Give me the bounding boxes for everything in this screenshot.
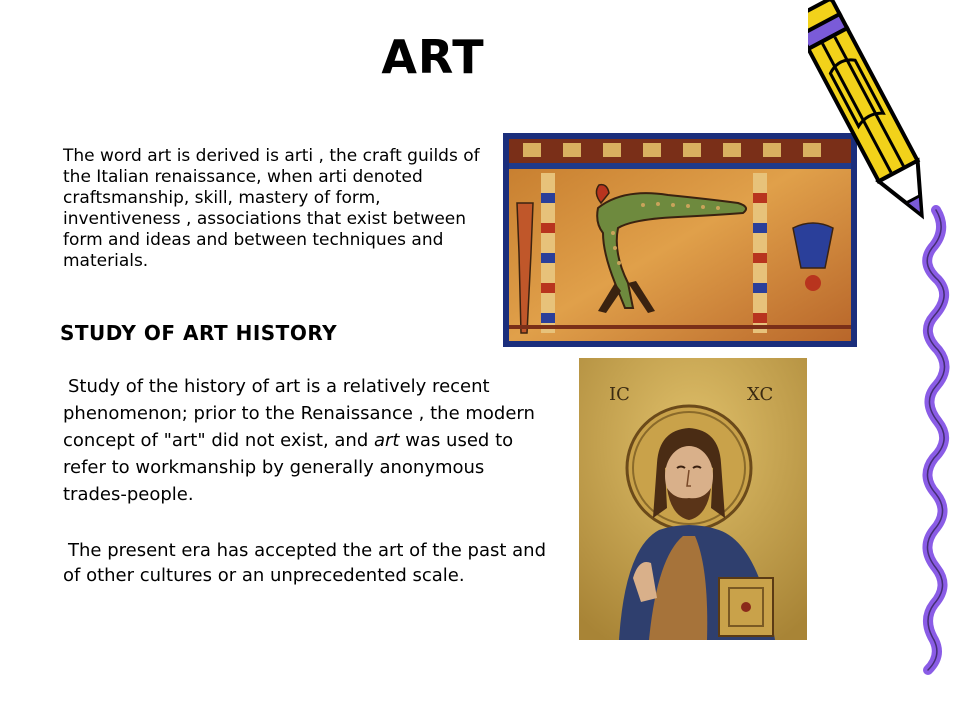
section-heading: STUDY OF ART HISTORY [60,321,338,345]
squiggle-decoration-icon [898,200,960,680]
byzantine-mosaic-image [579,358,807,640]
history-text-end: was used to refer to workmanship by generally anonymous trades-people. [63,430,514,505]
history-paragraph [63,373,553,508]
history-text-start: Study of the history of art is a relatively recent phenomenon; prior to the Renaissance , the modern concept of "art" did not exist, and [63,376,535,451]
egyptian-painting-svg [503,133,857,347]
byzantine-mosaic-svg [579,358,807,640]
slide-title: ART [381,30,485,84]
mosaic-inscription-left: IC [609,384,630,405]
present-era-paragraph: The present era has accepted the art of the past and of other cultures or an unprecedented scale. [63,540,546,586]
history-text-italic: art [373,430,400,451]
egyptian-painting-image [503,133,857,347]
mosaic-inscription-right: XC [747,384,774,405]
pencil-icon [808,0,960,232]
intro-paragraph: The word art is derived is arti , the craft guilds of the Italian renaissance, when arti denoted craftsmanship, skill, mastery of form, inventiveness , associations that exist between form and ideas and between techniques and materials. [63,146,480,271]
